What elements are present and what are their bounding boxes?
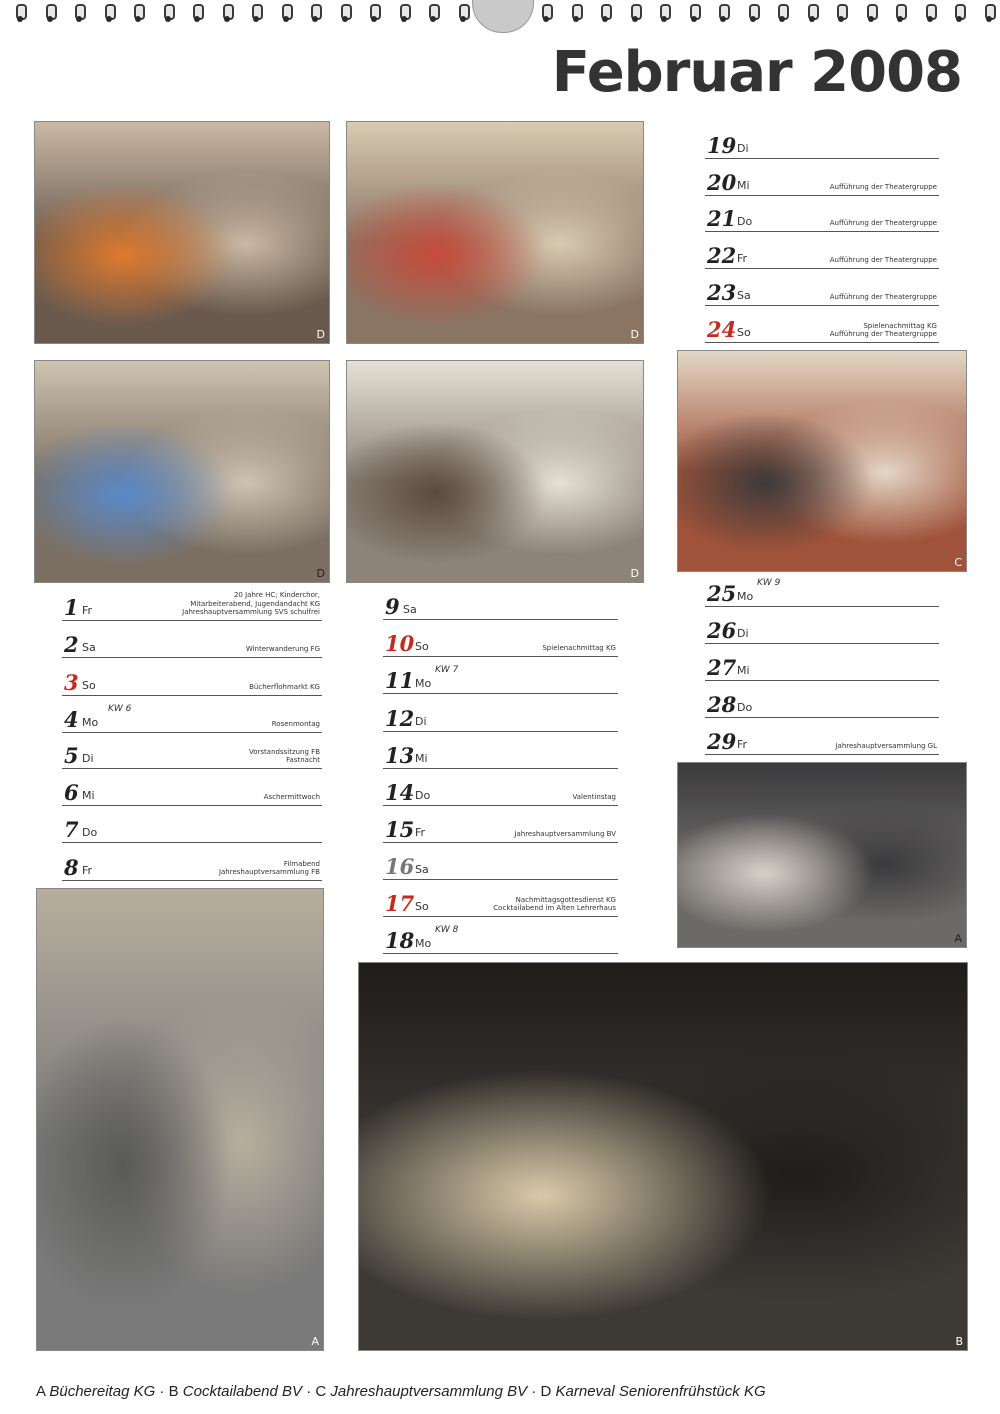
binding-ring <box>427 4 439 22</box>
day-events <box>272 720 320 729</box>
calendar-day-26 <box>705 611 939 644</box>
photo-karneval-sun-hats <box>346 360 644 583</box>
day-number: 22 <box>707 243 737 268</box>
calendar-day-18 <box>383 921 618 954</box>
binding-ring <box>806 4 818 22</box>
day-number: 26 <box>707 618 737 643</box>
weekday-label: So <box>415 900 429 913</box>
day-number: 8 <box>64 855 79 880</box>
binding-ring <box>250 4 262 22</box>
day-events <box>182 591 320 617</box>
day-number: 29 <box>707 729 737 754</box>
weekday-label: Do <box>82 826 98 839</box>
binding-ring <box>14 4 26 22</box>
weekday-label: Sa <box>415 863 429 876</box>
photo-letter: D <box>316 328 325 341</box>
calendar-day-1 <box>62 588 322 621</box>
binding-ring <box>747 4 759 22</box>
weekday-label: Mo <box>82 716 99 729</box>
event-text: Aufführung der Theatergruppe <box>829 219 937 228</box>
photo-karneval-witch-hats <box>34 121 330 344</box>
legend-text-d: Karneval Seniorenfrühstück KG <box>555 1383 766 1400</box>
binding-ring <box>44 4 56 22</box>
day-events <box>249 683 320 692</box>
photo-cocktailabend <box>358 962 968 1351</box>
weekday-label: So <box>737 326 751 339</box>
event-text: Cocktailabend im Alten Lehrerhaus <box>493 904 616 913</box>
event-text: Rosenmontag <box>271 720 320 729</box>
binding-ring <box>688 4 700 22</box>
weekday-label: Fr <box>82 604 93 617</box>
legend-letter-b: B <box>168 1383 179 1400</box>
calendar-week-label: KW 8 <box>435 925 459 935</box>
photo-letter: B <box>955 1335 963 1348</box>
photo-letter: C <box>954 556 962 569</box>
weekday-label: Do <box>737 701 753 714</box>
weekday-label: Fr <box>737 252 748 265</box>
calendar-day-23 <box>705 273 939 306</box>
day-number: 3 <box>64 670 79 695</box>
event-text: Aufführung der Theatergruppe <box>829 293 937 302</box>
photo-buechereitag-table <box>677 762 967 948</box>
day-events <box>264 793 320 802</box>
binding-ring <box>629 4 641 22</box>
calendar-week-label: KW 9 <box>757 578 781 588</box>
day-number: 27 <box>707 655 737 680</box>
calendar-day-8 <box>62 848 322 881</box>
weekday-label: Di <box>737 142 749 155</box>
weekday-label: Fr <box>737 738 748 751</box>
legend-separator: · <box>302 1383 316 1400</box>
photo-letter: D <box>630 567 639 580</box>
weekday-label: Fr <box>415 826 426 839</box>
calendar-day-7 <box>62 810 322 843</box>
binding-ring <box>457 4 469 22</box>
event-text: Vorstandssitzung FB <box>249 747 320 756</box>
binding-ring <box>309 4 321 22</box>
weekday-label: Mo <box>415 677 432 690</box>
photo-karneval-table-hats <box>346 121 644 344</box>
day-events <box>542 644 616 653</box>
binding-ring <box>570 4 582 22</box>
binding-ring <box>717 4 729 22</box>
weekday-label: So <box>415 640 429 653</box>
day-number: 14 <box>385 780 415 805</box>
binding-ring <box>368 4 380 22</box>
weekday-label: Sa <box>82 641 96 654</box>
binding-ring <box>162 4 174 22</box>
day-events <box>830 293 937 302</box>
event-text: Jahreshauptversammlung FB <box>218 868 320 877</box>
weekday-label: Fr <box>82 864 93 877</box>
calendar-day-9 <box>383 587 618 620</box>
event-text: Valentinstag <box>572 793 616 802</box>
binding-ring <box>221 4 233 22</box>
hanger-cutout <box>472 0 534 33</box>
calendar-day-11 <box>383 661 618 694</box>
photo-legend <box>36 1383 766 1400</box>
calendar-day-17 <box>383 884 618 917</box>
photo-buechereitag-books <box>36 888 324 1351</box>
day-events <box>493 896 616 914</box>
calendar-day-13 <box>383 736 618 769</box>
event-text: Aufführung der Theatergruppe <box>829 330 937 339</box>
calendar-day-27 <box>705 648 939 681</box>
event-text: Jahreshauptversammlung SVS schulfrei <box>182 608 320 617</box>
binding-ring <box>599 4 611 22</box>
day-number: 28 <box>707 692 737 717</box>
binding-ring <box>280 4 292 22</box>
weekday-label: Mi <box>82 789 95 802</box>
weekday-label: Do <box>415 789 431 802</box>
day-events <box>573 793 616 802</box>
weekday-label: Di <box>82 752 94 765</box>
legend-letter-c: C <box>315 1383 327 1400</box>
calendar-day-29 <box>705 722 939 755</box>
binding-ring <box>894 4 906 22</box>
photo-letter: D <box>630 328 639 341</box>
legend-separator: · <box>155 1383 169 1400</box>
day-number: 11 <box>385 668 415 693</box>
binding-ring <box>835 4 847 22</box>
weekday-label: Sa <box>403 603 417 616</box>
legend-text-a: Büchereitag KG <box>49 1383 156 1400</box>
day-number: 24 <box>707 317 737 342</box>
weekday-label: Sa <box>737 289 751 302</box>
photo-jahreshauptversammlung-group <box>677 350 967 572</box>
weekday-label: Mi <box>415 752 428 765</box>
day-events <box>514 830 616 839</box>
day-number: 23 <box>707 280 737 305</box>
calendar-day-3 <box>62 663 322 696</box>
weekday-label: Di <box>737 627 749 640</box>
day-number: 20 <box>707 170 737 195</box>
day-number: 18 <box>385 928 415 953</box>
day-events <box>830 219 937 228</box>
calendar-day-5 <box>62 736 322 769</box>
legend-text-c: Jahreshauptversammlung BV <box>330 1383 528 1400</box>
weekday-label: Mo <box>737 590 754 603</box>
calendar-week-label: KW 6 <box>108 704 132 714</box>
event-text: Fastnacht <box>286 756 320 765</box>
day-number: 12 <box>385 706 415 731</box>
day-number: 5 <box>64 743 79 768</box>
day-number: 4 <box>64 707 79 732</box>
binding-ring <box>658 4 670 22</box>
weekday-label: Di <box>415 715 427 728</box>
day-number: 21 <box>707 206 737 231</box>
day-number: 10 <box>385 631 415 656</box>
binding-ring <box>339 4 351 22</box>
day-number: 2 <box>64 632 79 657</box>
photo-letter: A <box>954 932 962 945</box>
binding-ring <box>73 4 85 22</box>
calendar-day-15 <box>383 810 618 843</box>
day-number: 1 <box>64 595 79 620</box>
calendar-day-20 <box>705 163 939 196</box>
day-number: 15 <box>385 817 415 842</box>
day-number: 7 <box>64 817 79 842</box>
calendar-day-12 <box>383 699 618 732</box>
weekday-label: So <box>82 679 96 692</box>
day-number: 16 <box>385 854 415 879</box>
calendar-day-2 <box>62 625 322 658</box>
page-title: Februar 2008 <box>551 40 962 105</box>
event-text: Jahreshauptversammlung BV <box>514 830 616 839</box>
legend-text-b: Cocktailabend BV <box>182 1383 303 1400</box>
calendar-day-4 <box>62 700 322 733</box>
photo-letter: A <box>311 1335 319 1348</box>
day-events <box>249 748 320 766</box>
weekday-label: Mo <box>415 937 432 950</box>
weekday-label: Mi <box>737 664 750 677</box>
calendar-day-10 <box>383 624 618 657</box>
day-events <box>835 742 937 751</box>
calendar-day-28 <box>705 685 939 718</box>
event-text: 20 Jahre HC; Kinderchor, <box>233 590 320 599</box>
calendar-day-14 <box>383 773 618 806</box>
calendar-week-label: KW 7 <box>435 665 459 675</box>
calendar-day-19 <box>705 126 939 159</box>
calendar-day-25 <box>705 574 939 607</box>
day-events <box>246 645 320 654</box>
event-text: Spielenachmittag KG <box>542 644 616 653</box>
binding-ring <box>132 4 144 22</box>
event-text: Nachmittagsgottesdienst KG <box>515 895 616 904</box>
legend-letter-a: A <box>36 1383 46 1400</box>
day-number: 17 <box>385 891 415 916</box>
event-text: Mitarbeiterabend, Jugendandacht KG <box>190 599 320 608</box>
event-text: Aschermittwoch <box>263 793 320 802</box>
binding-ring <box>865 4 877 22</box>
day-number: 25 <box>707 581 737 606</box>
legend-separator: · <box>527 1383 541 1400</box>
calendar-day-6 <box>62 773 322 806</box>
event-text: Aufführung der Theatergruppe <box>829 183 937 192</box>
weekday-label: Do <box>737 215 753 228</box>
photo-letter: D <box>316 567 325 580</box>
day-events <box>219 860 320 878</box>
day-events <box>830 183 937 192</box>
day-number: 6 <box>64 780 79 805</box>
day-number: 19 <box>707 133 737 158</box>
calendar-day-24 <box>705 310 939 343</box>
calendar-day-21 <box>705 199 939 232</box>
day-events <box>830 256 937 265</box>
calendar-day-22 <box>705 236 939 269</box>
binding-ring <box>103 4 115 22</box>
day-events <box>830 322 937 340</box>
day-number: 9 <box>385 594 400 619</box>
weekday-label: Mi <box>737 179 750 192</box>
binding-ring <box>776 4 788 22</box>
calendar-day-16 <box>383 847 618 880</box>
event-text: Filmabend <box>283 859 320 868</box>
event-text: Bücherflohmarkt KG <box>249 683 320 692</box>
event-text: Spielenachmittag KG <box>863 321 937 330</box>
binding-ring <box>191 4 203 22</box>
binding-ring <box>924 4 936 22</box>
photo-karneval-party-hats <box>34 360 330 583</box>
event-text: Winterwanderung FG <box>245 645 320 654</box>
event-text: Jahreshauptversammlung GL <box>835 742 937 751</box>
day-number: 13 <box>385 743 415 768</box>
binding-ring <box>983 4 995 22</box>
binding-ring <box>540 4 552 22</box>
binding-ring <box>398 4 410 22</box>
binding-ring <box>953 4 965 22</box>
legend-letter-d: D <box>540 1383 552 1400</box>
event-text: Aufführung der Theatergruppe <box>829 256 937 265</box>
